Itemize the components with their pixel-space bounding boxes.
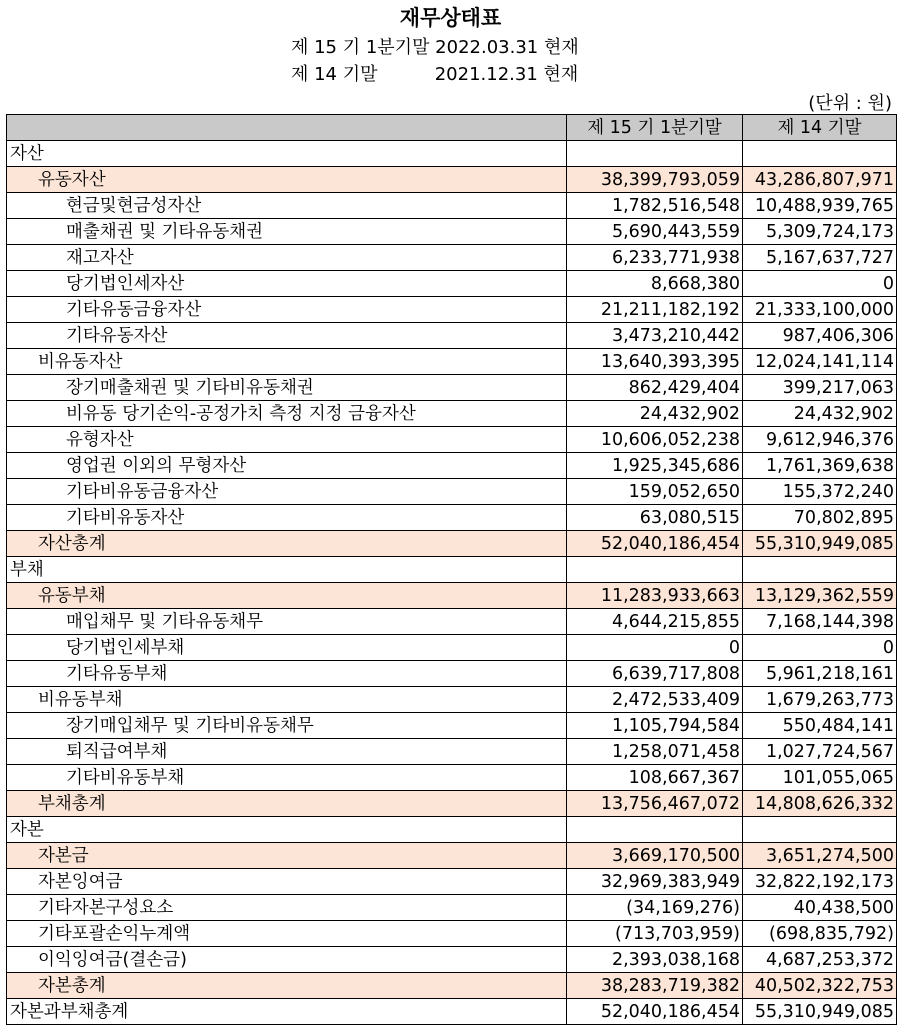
- current-period-amount: 5,690,443,559: [567, 219, 743, 245]
- table-row: [7, 583, 897, 609]
- table-row: [7, 921, 897, 947]
- current-period-amount: 63,080,515: [567, 505, 743, 531]
- prior-period-amount: 32,822,192,173: [743, 869, 897, 895]
- current-period-amount: 21,211,182,192: [567, 297, 743, 323]
- prior-period-amount: 5,309,724,173: [743, 219, 897, 245]
- table-row: [7, 141, 897, 167]
- current-period-amount: 108,667,367: [567, 765, 743, 791]
- prior-period-amount: [743, 557, 897, 583]
- account-name: 당기법인세자산: [7, 271, 567, 297]
- balance-sheet-table: [6, 114, 897, 1025]
- current-period-amount: (713,703,959): [567, 921, 743, 947]
- table-body: [7, 141, 897, 1025]
- header-account: [7, 115, 567, 141]
- current-period-amount: 1,105,794,584: [567, 713, 743, 739]
- current-period-amount: 8,668,380: [567, 271, 743, 297]
- prior-period-amount: 3,651,274,500: [743, 843, 897, 869]
- prior-period-amount: 40,438,500: [743, 895, 897, 921]
- table-row: [7, 479, 897, 505]
- current-period-amount: 52,040,186,454: [567, 999, 743, 1025]
- prior-period-amount: 4,687,253,372: [743, 947, 897, 973]
- account-name: 기타유동자산: [7, 323, 567, 349]
- account-name: 기타자본구성요소: [7, 895, 567, 921]
- prior-period-amount: 1,027,724,567: [743, 739, 897, 765]
- account-name: 기타유동부채: [7, 661, 567, 687]
- current-period-amount: (34,169,276): [567, 895, 743, 921]
- table-row: [7, 349, 897, 375]
- current-period-amount: [567, 817, 743, 843]
- account-name: 자본총계: [7, 973, 567, 999]
- prior-period-amount: 1,761,369,638: [743, 453, 897, 479]
- prior-period-amount: (698,835,792): [743, 921, 897, 947]
- unit-label: (단위 : 원): [808, 93, 892, 114]
- period-current: 제 15 기 1분기말 2022.03.31 현재: [291, 37, 579, 58]
- account-name: 기타포괄손익누계액: [7, 921, 567, 947]
- current-period-amount: 13,640,393,395: [567, 349, 743, 375]
- prior-period-amount: 13,129,362,559: [743, 583, 897, 609]
- account-name: 기타비유동금융자산: [7, 479, 567, 505]
- table-row: [7, 765, 897, 791]
- account-name: 자본: [7, 817, 567, 843]
- table-row: [7, 947, 897, 973]
- table-row: [7, 869, 897, 895]
- current-period-amount: 2,393,038,168: [567, 947, 743, 973]
- current-period-amount: 1,258,071,458: [567, 739, 743, 765]
- account-name: 자산: [7, 141, 567, 167]
- table-row: [7, 817, 897, 843]
- current-period-amount: 24,432,902: [567, 401, 743, 427]
- account-name: 이익잉여금(결손금): [7, 947, 567, 973]
- prior-period-amount: 12,024,141,114: [743, 349, 897, 375]
- prior-period-amount: 55,310,949,085: [743, 531, 897, 557]
- table-row: [7, 401, 897, 427]
- table-row: [7, 713, 897, 739]
- table-row: [7, 739, 897, 765]
- account-name: 자본금: [7, 843, 567, 869]
- account-name: 당기법인세부채: [7, 635, 567, 661]
- prior-period-amount: 70,802,895: [743, 505, 897, 531]
- current-period-amount: 0: [567, 635, 743, 661]
- current-period-amount: 38,399,793,059: [567, 167, 743, 193]
- account-name: 자본과부채총계: [7, 999, 567, 1025]
- table-row: [7, 973, 897, 999]
- table-row: [7, 297, 897, 323]
- account-name: 장기매출채권 및 기타비유동채권: [7, 375, 567, 401]
- table-row: [7, 427, 897, 453]
- table-row: [7, 687, 897, 713]
- table-row: [7, 453, 897, 479]
- table-row: [7, 245, 897, 271]
- account-name: 퇴직급여부채: [7, 739, 567, 765]
- prior-period-amount: [743, 141, 897, 167]
- table-row: [7, 505, 897, 531]
- current-period-amount: 1,782,516,548: [567, 193, 743, 219]
- current-period-amount: 3,669,170,500: [567, 843, 743, 869]
- prior-period-amount: 7,168,144,398: [743, 609, 897, 635]
- prior-period-amount: 5,961,218,161: [743, 661, 897, 687]
- table-row: [7, 843, 897, 869]
- account-name: 기타유동금융자산: [7, 297, 567, 323]
- current-period-amount: 3,473,210,442: [567, 323, 743, 349]
- account-name: 자산총계: [7, 531, 567, 557]
- account-name: 자본잉여금: [7, 869, 567, 895]
- header-current-period: 제 15 기 1분기말: [567, 115, 743, 141]
- prior-period-amount: 155,372,240: [743, 479, 897, 505]
- table-row: [7, 219, 897, 245]
- table-row: [7, 193, 897, 219]
- table-row: [7, 661, 897, 687]
- table-row: [7, 895, 897, 921]
- account-name: 부채총계: [7, 791, 567, 817]
- account-name: 기타비유동부채: [7, 765, 567, 791]
- current-period-amount: 10,606,052,238: [567, 427, 743, 453]
- prior-period-amount: 10,488,939,765: [743, 193, 897, 219]
- account-name: 매출채권 및 기타유동채권: [7, 219, 567, 245]
- current-period-amount: [567, 141, 743, 167]
- account-name: 유동부채: [7, 583, 567, 609]
- prior-period-amount: 5,167,637,727: [743, 245, 897, 271]
- account-name: 부채: [7, 557, 567, 583]
- prior-period-amount: 0: [743, 635, 897, 661]
- current-period-amount: 4,644,215,855: [567, 609, 743, 635]
- account-name: 매입채무 및 기타유동채무: [7, 609, 567, 635]
- prior-period-amount: 399,217,063: [743, 375, 897, 401]
- prior-period-amount: 9,612,946,376: [743, 427, 897, 453]
- table-row: [7, 375, 897, 401]
- period-prior: 제 14 기말 2021.12.31 현재: [291, 64, 579, 85]
- account-name: 비유동 당기손익-공정가치 측정 지정 금융자산: [7, 401, 567, 427]
- header-prior-period: 제 14 기말: [743, 115, 897, 141]
- account-name: 비유동부채: [7, 687, 567, 713]
- prior-period-amount: 40,502,322,753: [743, 973, 897, 999]
- current-period-amount: [567, 557, 743, 583]
- table-row: [7, 167, 897, 193]
- table-row: [7, 609, 897, 635]
- account-name: 재고자산: [7, 245, 567, 271]
- account-name: 유형자산: [7, 427, 567, 453]
- prior-period-amount: 55,310,949,085: [743, 999, 897, 1025]
- prior-period-amount: 101,055,065: [743, 765, 897, 791]
- current-period-amount: 2,472,533,409: [567, 687, 743, 713]
- account-name: 비유동자산: [7, 349, 567, 375]
- current-period-amount: 862,429,404: [567, 375, 743, 401]
- prior-period-amount: 1,679,263,773: [743, 687, 897, 713]
- table-header-row: [7, 115, 897, 141]
- table-row: [7, 557, 897, 583]
- table-row: [7, 791, 897, 817]
- table-row: [7, 531, 897, 557]
- statement-title: 재무상태표: [399, 6, 502, 30]
- account-name: 현금및현금성자산: [7, 193, 567, 219]
- current-period-amount: 11,283,933,663: [567, 583, 743, 609]
- current-period-amount: 13,756,467,072: [567, 791, 743, 817]
- current-period-amount: 38,283,719,382: [567, 973, 743, 999]
- current-period-amount: 32,969,383,949: [567, 869, 743, 895]
- current-period-amount: 1,925,345,686: [567, 453, 743, 479]
- current-period-amount: 159,052,650: [567, 479, 743, 505]
- prior-period-amount: [743, 817, 897, 843]
- account-name: 기타비유동자산: [7, 505, 567, 531]
- account-name: 장기매입채무 및 기타비유동채무: [7, 713, 567, 739]
- prior-period-amount: 43,286,807,971: [743, 167, 897, 193]
- table-row: [7, 271, 897, 297]
- current-period-amount: 52,040,186,454: [567, 531, 743, 557]
- prior-period-amount: 14,808,626,332: [743, 791, 897, 817]
- prior-period-amount: 550,484,141: [743, 713, 897, 739]
- account-name: 영업권 이외의 무형자산: [7, 453, 567, 479]
- current-period-amount: 6,639,717,808: [567, 661, 743, 687]
- prior-period-amount: 0: [743, 271, 897, 297]
- table-row: [7, 635, 897, 661]
- prior-period-amount: 987,406,306: [743, 323, 897, 349]
- table-row: [7, 999, 897, 1025]
- current-period-amount: 6,233,771,938: [567, 245, 743, 271]
- prior-period-amount: 24,432,902: [743, 401, 897, 427]
- table-row: [7, 323, 897, 349]
- account-name: 유동자산: [7, 167, 567, 193]
- prior-period-amount: 21,333,100,000: [743, 297, 897, 323]
